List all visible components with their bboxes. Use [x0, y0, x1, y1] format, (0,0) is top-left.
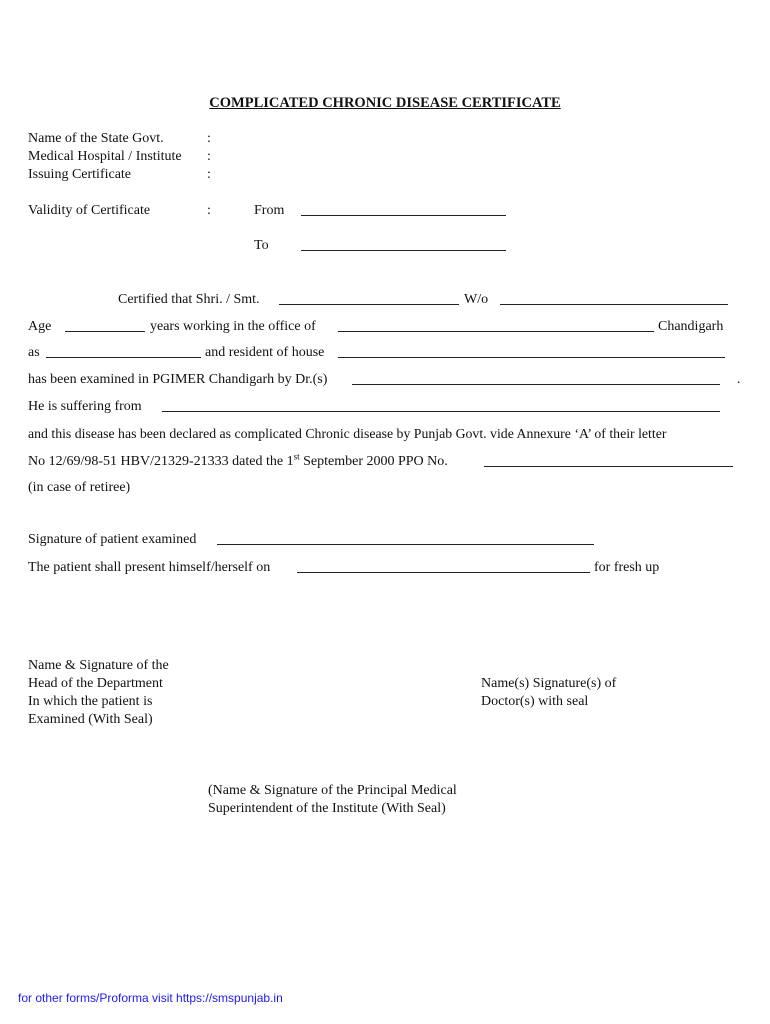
colon: : — [207, 167, 211, 182]
present-text: The patient shall present himself/herself on — [28, 560, 271, 575]
wo-text: W/o — [464, 292, 489, 307]
house-line[interactable] — [338, 357, 725, 358]
from-label: From — [254, 203, 285, 218]
issuing-label: Issuing Certificate — [28, 167, 132, 182]
spouse-name-line[interactable] — [500, 304, 728, 305]
doctor-signature-label: Doctor(s) with seal — [481, 694, 589, 709]
years-working-text: years working in the office of — [150, 319, 316, 334]
hod-signature-label: Head of the Department — [28, 676, 163, 691]
patient-signature-line[interactable] — [217, 544, 594, 545]
letter-date: September 2000 PPO No. — [299, 454, 448, 469]
hospital-label: Medical Hospital / Institute — [28, 149, 182, 164]
hod-signature-label: In which the patient is — [28, 694, 153, 709]
signature-patient-label: Signature of patient examined — [28, 532, 197, 547]
age-text: Age — [28, 319, 52, 334]
examined-text: has been examined in PGIMER Chandigarh by Dr.(s) — [28, 372, 328, 387]
disease-line[interactable] — [162, 411, 720, 412]
suffering-text: He is suffering from — [28, 399, 142, 414]
validity-label: Validity of Certificate — [28, 203, 151, 218]
office-line[interactable] — [338, 331, 654, 332]
certified-text: Certified that Shri. / Smt. — [118, 292, 260, 307]
colon: : — [207, 203, 211, 218]
colon: : — [207, 131, 211, 146]
declared-text: and this disease has been declared as complicated Chronic disease by Punjab Govt. vide Annexure ‘A’ of their letter — [28, 426, 667, 441]
period-text: . — [737, 372, 741, 387]
letter-number: No 12/69/98-51 HBV/21329-21333 dated the 1 — [28, 454, 294, 469]
doctor-signature-label: Name(s) Signature(s) of — [481, 676, 617, 691]
retiree-text: (in case of retiree) — [28, 480, 131, 495]
patient-name-line[interactable] — [279, 304, 459, 305]
chandigarh-text: Chandigarh — [658, 319, 724, 334]
principal-signature-label: Superintendent of the Institute (With Seal) — [208, 801, 446, 816]
ppo-number-line[interactable] — [484, 466, 733, 467]
doctor-name-line[interactable] — [352, 384, 720, 385]
from-date-line[interactable] — [301, 215, 506, 216]
footer-link[interactable]: for other forms/Proforma visit https://smspunjab.in — [18, 991, 283, 1005]
letter-ordinal: st — [293, 451, 300, 462]
certificate-title: COMPLICATED CHRONIC DISEASE CERTIFICATE — [209, 95, 561, 111]
to-date-line[interactable] — [301, 250, 506, 251]
resident-text: and resident of house — [205, 345, 325, 360]
letter-ref — [28, 453, 448, 470]
as-text: as — [28, 345, 40, 360]
fresh-up-text: for fresh up — [594, 560, 660, 575]
principal-signature-label: (Name & Signature of the Principal Medical — [208, 783, 457, 798]
to-label: To — [254, 238, 269, 253]
hod-signature-label: Name & Signature of the — [28, 658, 169, 673]
designation-line[interactable] — [46, 357, 201, 358]
age-line[interactable] — [65, 331, 145, 332]
present-date-line[interactable] — [297, 572, 590, 573]
state-govt-label: Name of the State Govt. — [28, 131, 164, 146]
colon: : — [207, 149, 211, 164]
hod-signature-label: Examined (With Seal) — [28, 712, 153, 727]
